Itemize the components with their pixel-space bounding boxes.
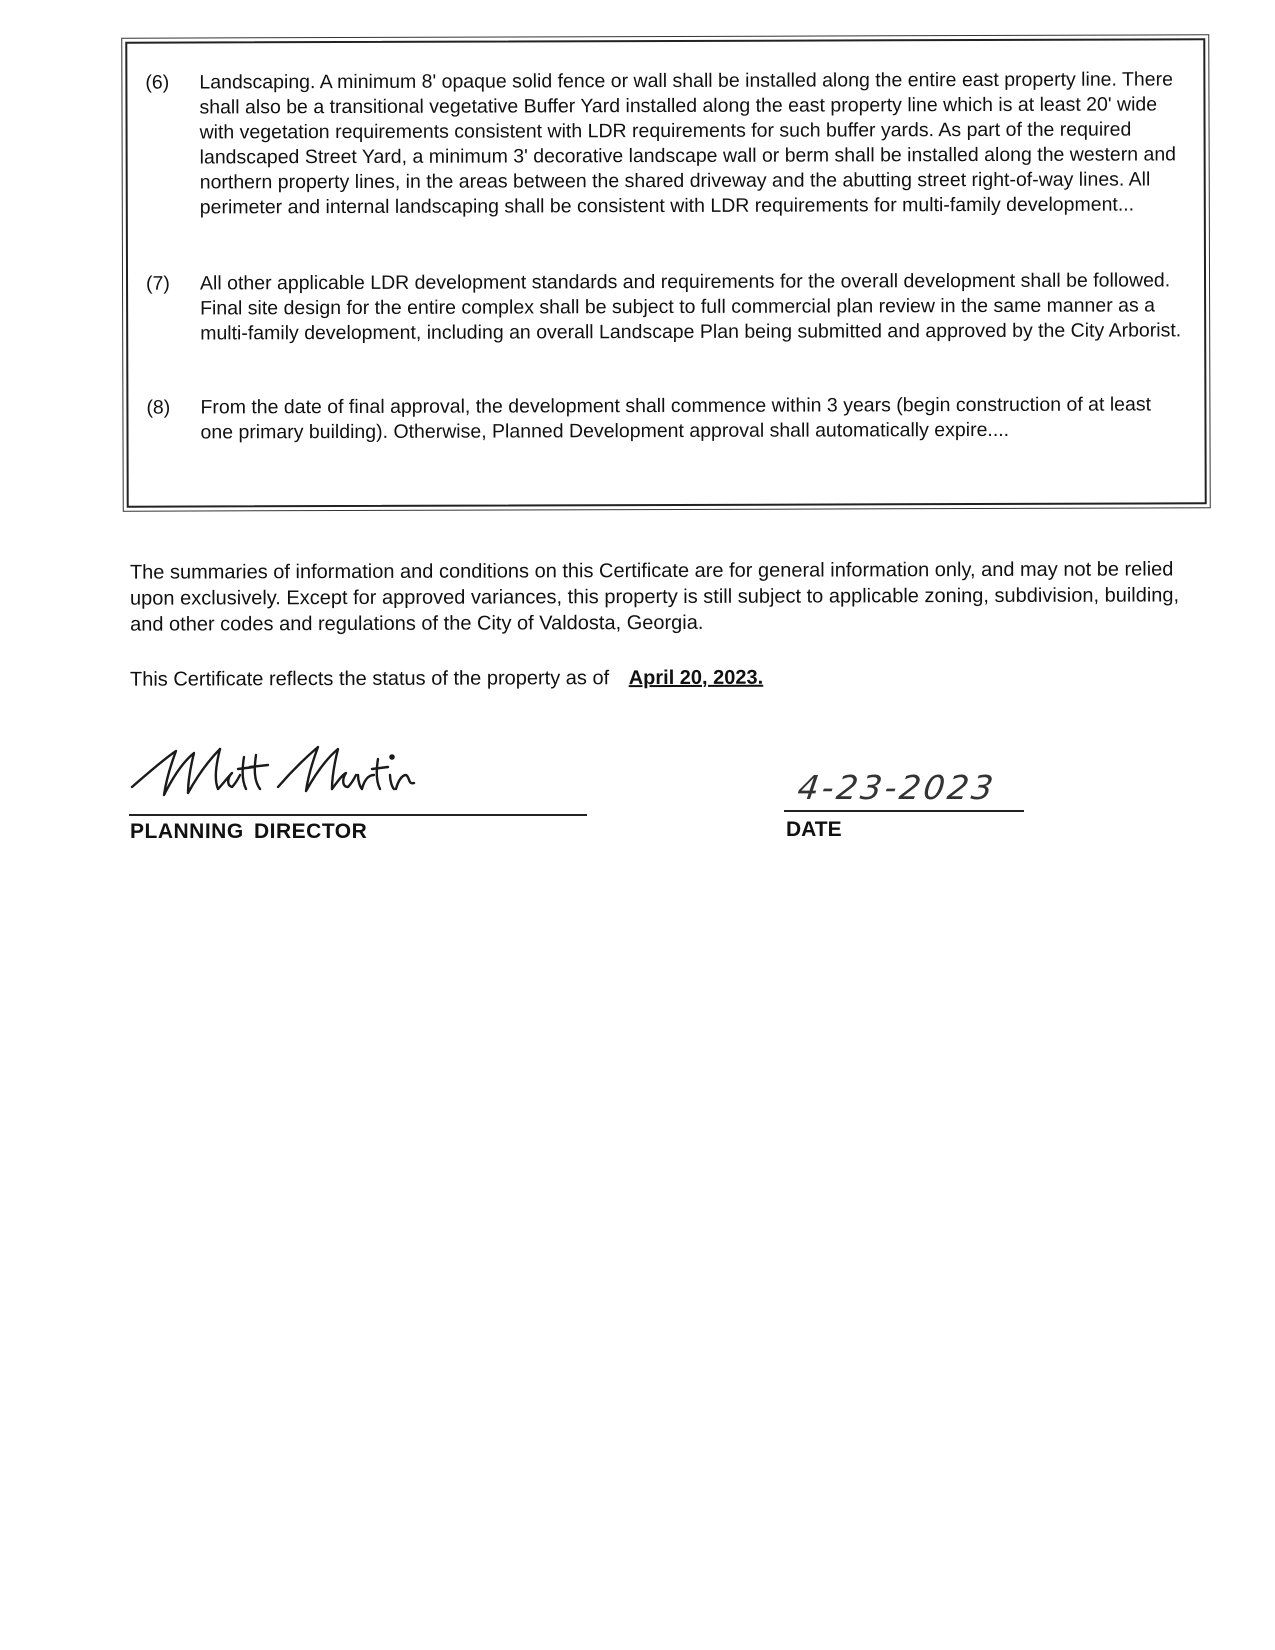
planning-director-label: PLANNING DIRECTOR — [130, 820, 368, 843]
status-date: April 20, 2023. — [628, 666, 764, 690]
signature-graphic — [128, 735, 428, 805]
handwritten-date: 4-23-2023 — [795, 768, 999, 807]
condition-text: From the date of final approval, the development shall commence within 3 years (begin construction of at least one primary building). Otherwise, Planned Development approval shall automatically expire.... — [200, 393, 1152, 444]
conditions-box — [125, 38, 1206, 507]
condition-number: (7) — [145, 272, 170, 295]
condition-text: Landscaping. A minimum 8' opaque solid fence or wall shall be installed along the entire east property line. There shall also be a transitional vegetative Buffer Yard installed along the east property line which is at least 20' wide with vegetation requirements consistent with LDR requirements for such buffer yards. As part of the required landscaped Street Yard, a minimum 3' decorative landscape wall or berm shall be installed along the western and northern property lines, in the areas between the shared driveway and the abutting street right-of-way lines. All perimeter and internal landscaping shall be consistent with LDR requirements for multi-family development... — [199, 68, 1177, 219]
condition-number: (6) — [145, 71, 170, 94]
date-label: DATE — [786, 818, 842, 841]
status-line — [130, 663, 1200, 692]
disclaimer-paragraph: The summaries of information and conditions on this Certificate are for general information only, and may not be relied upon exclusively. Except for approved variances, this property is still subject to applicable zoning, subdivision, building, and other codes and regulations of the City of Valdosta, Georgia. — [129, 558, 1180, 636]
status-prefix: This Certificate reflects the status of the property as of — [129, 667, 610, 691]
signature-line — [129, 814, 587, 816]
condition-item — [146, 392, 1184, 445]
date-line — [784, 810, 1024, 812]
condition-text: All other applicable LDR development standards and requirements for the overall development shall be followed. Final site design for the entire complex shall be subject to full commercial plan review in the same manner as a multi-family development, including an overall Landscape Plan being submitted and approved by the City Arborist. — [199, 269, 1182, 345]
condition-item — [146, 268, 1184, 346]
condition-number: (8) — [146, 396, 171, 419]
condition-item — [145, 67, 1183, 220]
